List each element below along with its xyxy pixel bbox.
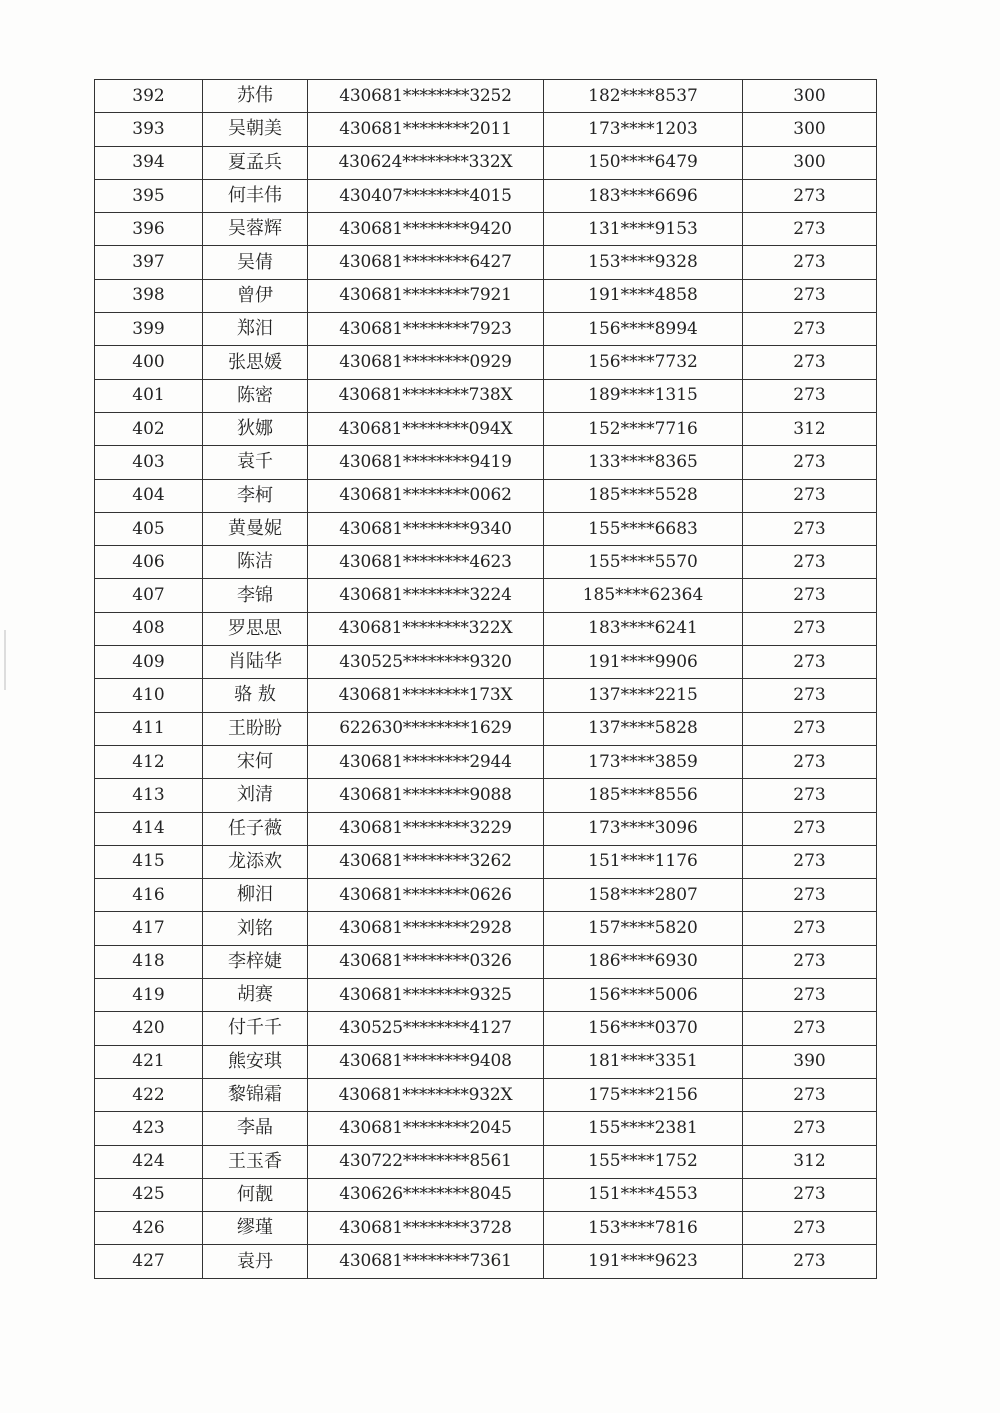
name-cell: 李柯	[203, 479, 308, 512]
phone-cell: 152****7716	[544, 412, 743, 445]
phone-cell: 175****2156	[544, 1078, 743, 1111]
id-number-cell: 430681********2045	[308, 1112, 544, 1145]
phone-cell: 173****3096	[544, 812, 743, 845]
phone-cell: 131****9153	[544, 213, 743, 246]
table-row	[95, 412, 877, 445]
id-number-cell: 430525********9320	[308, 646, 544, 679]
amount-cell: 273	[743, 1212, 877, 1245]
name-cell: 张思媛	[203, 346, 308, 379]
row-number-cell: 413	[95, 779, 203, 812]
phone-cell: 137****5828	[544, 712, 743, 745]
name-cell: 刘铭	[203, 912, 308, 945]
amount-cell: 273	[743, 879, 877, 912]
id-number-cell: 430681********0326	[308, 945, 544, 978]
phone-cell: 153****9328	[544, 246, 743, 279]
id-number-cell: 430681********6427	[308, 246, 544, 279]
phone-cell: 185****5528	[544, 479, 743, 512]
table-row	[95, 246, 877, 279]
id-number-cell: 430681********3728	[308, 1212, 544, 1245]
table-row	[95, 1078, 877, 1111]
name-cell: 任子薇	[203, 812, 308, 845]
amount-cell: 273	[743, 346, 877, 379]
id-number-cell: 430681********3224	[308, 579, 544, 612]
row-number-cell: 426	[95, 1212, 203, 1245]
table-row	[95, 512, 877, 545]
amount-cell: 273	[743, 1245, 877, 1278]
id-number-cell: 430681********0929	[308, 346, 544, 379]
phone-cell: 181****3351	[544, 1045, 743, 1078]
name-cell: 郑汨	[203, 313, 308, 346]
id-number-cell: 430681********094X	[308, 412, 544, 445]
table-row	[95, 313, 877, 346]
name-cell: 袁丹	[203, 1245, 308, 1278]
row-number-cell: 398	[95, 279, 203, 312]
phone-cell: 158****2807	[544, 879, 743, 912]
table-row	[95, 812, 877, 845]
id-number-cell: 622630********1629	[308, 712, 544, 745]
amount-cell: 273	[743, 945, 877, 978]
name-cell: 苏伟	[203, 80, 308, 113]
phone-cell: 156****7732	[544, 346, 743, 379]
id-number-cell: 430722********8561	[308, 1145, 544, 1178]
phone-cell: 150****6479	[544, 146, 743, 179]
table-row	[95, 1178, 877, 1211]
amount-cell: 273	[743, 512, 877, 545]
amount-cell: 273	[743, 279, 877, 312]
name-cell: 付千千	[203, 1012, 308, 1045]
name-cell: 陈密	[203, 379, 308, 412]
table-row	[95, 879, 877, 912]
phone-cell: 155****1752	[544, 1145, 743, 1178]
amount-cell: 273	[743, 246, 877, 279]
phone-cell: 155****6683	[544, 512, 743, 545]
id-number-cell: 430681********0062	[308, 479, 544, 512]
id-number-cell: 430681********3262	[308, 845, 544, 878]
amount-cell: 273	[743, 1178, 877, 1211]
amount-cell: 273	[743, 679, 877, 712]
row-number-cell: 419	[95, 979, 203, 1012]
table-row	[95, 1112, 877, 1145]
row-number-cell: 427	[95, 1245, 203, 1278]
amount-cell: 312	[743, 412, 877, 445]
name-cell: 吴蓉辉	[203, 213, 308, 246]
id-number-cell: 430681********7361	[308, 1245, 544, 1278]
row-number-cell: 414	[95, 812, 203, 845]
name-cell: 何丰伟	[203, 179, 308, 212]
row-number-cell: 422	[95, 1078, 203, 1111]
table-row	[95, 712, 877, 745]
table-row	[95, 113, 877, 146]
name-cell: 黎锦霜	[203, 1078, 308, 1111]
phone-cell: 191****9623	[544, 1245, 743, 1278]
table-row	[95, 146, 877, 179]
id-number-cell: 430525********4127	[308, 1012, 544, 1045]
table-row	[95, 779, 877, 812]
name-cell: 何靓	[203, 1178, 308, 1211]
id-number-cell: 430681********2011	[308, 113, 544, 146]
table-row	[95, 446, 877, 479]
name-cell: 熊安琪	[203, 1045, 308, 1078]
id-number-cell: 430681********9325	[308, 979, 544, 1012]
id-number-cell: 430681********173X	[308, 679, 544, 712]
phone-cell: 183****6696	[544, 179, 743, 212]
name-cell: 吴倩	[203, 246, 308, 279]
amount-cell: 273	[743, 213, 877, 246]
table-row	[95, 213, 877, 246]
row-number-cell: 417	[95, 912, 203, 945]
row-number-cell: 397	[95, 246, 203, 279]
row-number-cell: 423	[95, 1112, 203, 1145]
name-cell: 宋何	[203, 745, 308, 778]
id-number-cell: 430681********2928	[308, 912, 544, 945]
row-number-cell: 402	[95, 412, 203, 445]
phone-cell: 156****0370	[544, 1012, 743, 1045]
amount-cell: 273	[743, 1078, 877, 1111]
amount-cell: 273	[743, 579, 877, 612]
phone-cell: 137****2215	[544, 679, 743, 712]
id-number-cell: 430681********9340	[308, 512, 544, 545]
row-number-cell: 409	[95, 646, 203, 679]
amount-cell: 300	[743, 80, 877, 113]
roster-table	[94, 79, 877, 1279]
name-cell: 胡赛	[203, 979, 308, 1012]
table-row	[95, 346, 877, 379]
phone-cell: 186****6930	[544, 945, 743, 978]
row-number-cell: 407	[95, 579, 203, 612]
row-number-cell: 408	[95, 612, 203, 645]
row-number-cell: 420	[95, 1012, 203, 1045]
id-number-cell: 430681********3252	[308, 80, 544, 113]
amount-cell: 273	[743, 612, 877, 645]
row-number-cell: 399	[95, 313, 203, 346]
amount-cell: 273	[743, 712, 877, 745]
amount-cell: 390	[743, 1045, 877, 1078]
name-cell: 肖陆华	[203, 646, 308, 679]
row-number-cell: 424	[95, 1145, 203, 1178]
phone-cell: 185****62364	[544, 579, 743, 612]
table-row	[95, 179, 877, 212]
table-row	[95, 279, 877, 312]
name-cell: 曾伊	[203, 279, 308, 312]
table-row	[95, 979, 877, 1012]
row-number-cell: 404	[95, 479, 203, 512]
table-row	[95, 379, 877, 412]
row-number-cell: 425	[95, 1178, 203, 1211]
phone-cell: 157****5820	[544, 912, 743, 945]
row-number-cell: 393	[95, 113, 203, 146]
amount-cell: 273	[743, 1112, 877, 1145]
name-cell: 缪瑾	[203, 1212, 308, 1245]
row-number-cell: 415	[95, 845, 203, 878]
id-number-cell: 430681********9408	[308, 1045, 544, 1078]
name-cell: 李锦	[203, 579, 308, 612]
table-row	[95, 1145, 877, 1178]
row-number-cell: 406	[95, 546, 203, 579]
amount-cell: 273	[743, 979, 877, 1012]
table-row	[95, 479, 877, 512]
name-cell: 柳汨	[203, 879, 308, 912]
table-row	[95, 1045, 877, 1078]
name-cell: 王玉香	[203, 1145, 308, 1178]
phone-cell: 133****8365	[544, 446, 743, 479]
amount-cell: 273	[743, 179, 877, 212]
name-cell: 吴朝美	[203, 113, 308, 146]
table-row	[95, 646, 877, 679]
row-number-cell: 416	[95, 879, 203, 912]
id-number-cell: 430681********738X	[308, 379, 544, 412]
phone-cell: 153****7816	[544, 1212, 743, 1245]
table-row	[95, 1245, 877, 1278]
row-number-cell: 392	[95, 80, 203, 113]
table-row	[95, 912, 877, 945]
amount-cell: 273	[743, 845, 877, 878]
amount-cell: 273	[743, 646, 877, 679]
name-cell: 王盼盼	[203, 712, 308, 745]
id-number-cell: 430681********9088	[308, 779, 544, 812]
id-number-cell: 430407********4015	[308, 179, 544, 212]
table-row	[95, 1212, 877, 1245]
amount-cell: 273	[743, 546, 877, 579]
row-number-cell: 410	[95, 679, 203, 712]
id-number-cell: 430681********7921	[308, 279, 544, 312]
id-number-cell: 430681********9419	[308, 446, 544, 479]
row-number-cell: 418	[95, 945, 203, 978]
phone-cell: 189****1315	[544, 379, 743, 412]
phone-cell: 183****6241	[544, 612, 743, 645]
amount-cell: 273	[743, 912, 877, 945]
roster-table-body	[95, 80, 877, 1279]
id-number-cell: 430681********0626	[308, 879, 544, 912]
row-number-cell: 405	[95, 512, 203, 545]
phone-cell: 151****4553	[544, 1178, 743, 1211]
phone-cell: 155****5570	[544, 546, 743, 579]
phone-cell: 156****5006	[544, 979, 743, 1012]
id-number-cell: 430681********3229	[308, 812, 544, 845]
amount-cell: 273	[743, 745, 877, 778]
table-row	[95, 845, 877, 878]
name-cell: 夏孟兵	[203, 146, 308, 179]
row-number-cell: 412	[95, 745, 203, 778]
id-number-cell: 430624********332X	[308, 146, 544, 179]
table-row	[95, 579, 877, 612]
name-cell: 黄曼妮	[203, 512, 308, 545]
id-number-cell: 430681********322X	[308, 612, 544, 645]
row-number-cell: 400	[95, 346, 203, 379]
table-row	[95, 612, 877, 645]
name-cell: 袁千	[203, 446, 308, 479]
row-number-cell: 421	[95, 1045, 203, 1078]
row-number-cell: 394	[95, 146, 203, 179]
name-cell: 骆 敖	[203, 679, 308, 712]
phone-cell: 151****1176	[544, 845, 743, 878]
amount-cell: 273	[743, 1012, 877, 1045]
name-cell: 罗思思	[203, 612, 308, 645]
id-number-cell: 430681********4623	[308, 546, 544, 579]
id-number-cell: 430681********7923	[308, 313, 544, 346]
id-number-cell: 430681********2944	[308, 745, 544, 778]
amount-cell: 273	[743, 812, 877, 845]
table-row	[95, 546, 877, 579]
table-row	[95, 80, 877, 113]
table-row	[95, 945, 877, 978]
id-number-cell: 430626********8045	[308, 1178, 544, 1211]
amount-cell: 273	[743, 779, 877, 812]
amount-cell: 273	[743, 313, 877, 346]
phone-cell: 191****4858	[544, 279, 743, 312]
phone-cell: 191****9906	[544, 646, 743, 679]
amount-cell: 273	[743, 446, 877, 479]
amount-cell: 300	[743, 113, 877, 146]
row-number-cell: 401	[95, 379, 203, 412]
phone-cell: 173****3859	[544, 745, 743, 778]
phone-cell: 185****8556	[544, 779, 743, 812]
name-cell: 刘清	[203, 779, 308, 812]
name-cell: 陈洁	[203, 546, 308, 579]
row-number-cell: 403	[95, 446, 203, 479]
amount-cell: 273	[743, 379, 877, 412]
row-number-cell: 395	[95, 179, 203, 212]
id-number-cell: 430681********932X	[308, 1078, 544, 1111]
scan-edge-mark	[4, 630, 6, 690]
name-cell: 狄娜	[203, 412, 308, 445]
phone-cell: 182****8537	[544, 80, 743, 113]
phone-cell: 156****8994	[544, 313, 743, 346]
amount-cell: 300	[743, 146, 877, 179]
row-number-cell: 411	[95, 712, 203, 745]
name-cell: 李梓婕	[203, 945, 308, 978]
amount-cell: 312	[743, 1145, 877, 1178]
name-cell: 李晶	[203, 1112, 308, 1145]
id-number-cell: 430681********9420	[308, 213, 544, 246]
phone-cell: 155****2381	[544, 1112, 743, 1145]
table-row	[95, 1012, 877, 1045]
row-number-cell: 396	[95, 213, 203, 246]
amount-cell: 273	[743, 479, 877, 512]
table-row	[95, 679, 877, 712]
table-row	[95, 745, 877, 778]
phone-cell: 173****1203	[544, 113, 743, 146]
name-cell: 龙添欢	[203, 845, 308, 878]
